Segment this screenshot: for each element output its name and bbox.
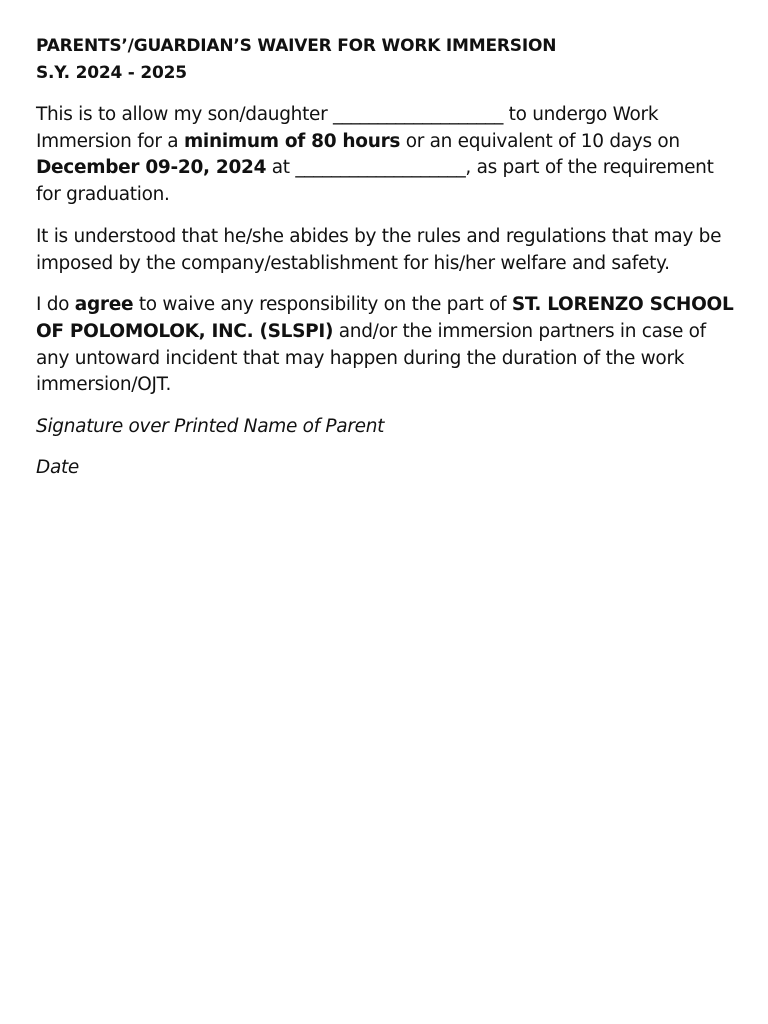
p1-text-5: , as part of the requirement for graduation.: [36, 157, 714, 206]
student-name-blank: ___________________: [333, 104, 504, 125]
school-name-emphasis: ST. LORENZO SCHOOL OF POLOMOLOK, INC. (SLSPI): [36, 294, 734, 342]
p1-text-3: or an equivalent of 10 days on: [400, 130, 680, 152]
title-line-1: PARENTS’/GUARDIAN’S WAIVER FOR WORK IMMERSION: [36, 36, 557, 56]
signature-label: Signature over Printed Name of Parent: [36, 416, 385, 438]
paragraph-rules: It is understood that he/she abides by the rules and regulations that may be imposed by the company/establishment for his/her welfare and safety.: [36, 225, 722, 274]
paragraph-agreement: [36, 292, 736, 399]
p1-text-4: at: [266, 157, 296, 179]
agree-emphasis: agree: [74, 294, 134, 316]
document-title: [36, 33, 736, 87]
p3-text-2: to waive any responsibility on the part of: [133, 294, 512, 316]
p3-text-1: I do: [36, 294, 75, 316]
hours-emphasis: minimum of 80 hours: [183, 130, 401, 152]
date-label: Date: [36, 457, 80, 479]
company-blank: ___________________: [295, 157, 466, 179]
waiver-document: [36, 33, 736, 481]
paragraph-permission: [36, 102, 736, 209]
p1-text-1: This is to allow my son/daughter: [36, 104, 334, 125]
dates-emphasis: December 09-20, 2024: [36, 157, 267, 179]
p3-text-3: and/or the immersion partners in case of any untoward incident that may happen during the duration of the work immersion/OJT.: [36, 320, 706, 396]
p1-text-2: to undergo Work Immersion for a: [36, 104, 659, 152]
title-line-2: S.Y. 2024 - 2025: [36, 63, 187, 83]
